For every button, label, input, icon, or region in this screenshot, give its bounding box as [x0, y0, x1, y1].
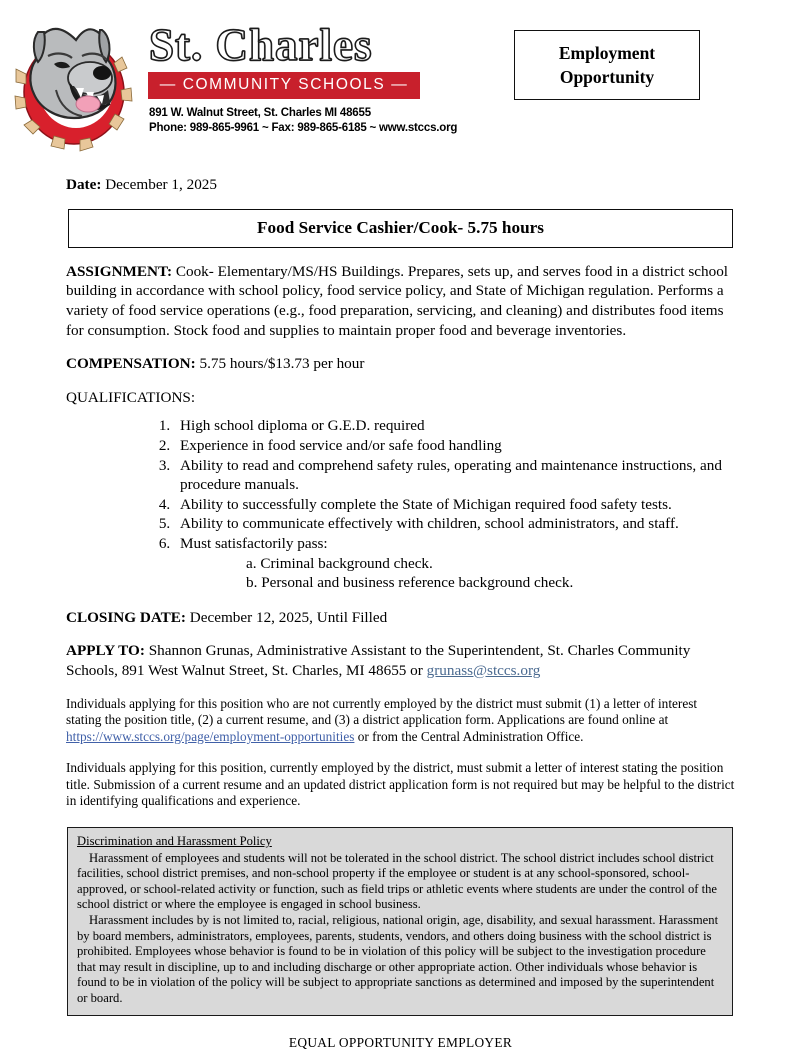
equal-opportunity-footer: EQUAL OPPORTUNITY EMPLOYER [288, 1034, 513, 1050]
badge-line-1: Employment [558, 43, 656, 63]
internal-applicant-paragraph: Individuals applying for this position, currently employed by the district, must submit a letter of interest stating the position title. Submission of a current resume and an updated district application form is not required but may be helpful to the district in identifying qualifications and experience. [66, 760, 735, 809]
district-tagline-bar: — COMMUNITY SCHOOLS — [148, 72, 420, 99]
document-body [0, 175, 791, 1052]
qualification-sublist [180, 554, 735, 593]
external-applicant-text-1: Individuals applying for this position who are not currently employed by the district must submit (1) a letter of interest stating the position title, (2) a current resume, and (3) a district application form. Applications are found online at [66, 695, 698, 728]
district-name: St. Charles [149, 20, 373, 70]
qualifications-heading: QUALIFICATIONS: [66, 388, 196, 406]
apply-to-text: Shannon Grunas, Administrative Assistant to the Superintendent, St. Charles Community Schools, 891 West Walnut Street, St. Charles, MI 48655 or [66, 642, 691, 679]
date-label: Date: [66, 176, 102, 193]
discrimination-harassment-policy-box [67, 827, 733, 1016]
badge-line-2: Opportunity [559, 67, 655, 87]
address-line-1: 891 W. Walnut Street, St. Charles MI 48655 [149, 107, 371, 119]
compensation-section [66, 354, 735, 374]
policy-paragraph-1: Harassment of employees and students will not be tolerated in the school district. The school district includes school district facilities, school district premises, and non-school property if the employee or student is at any school-sponsored, school-approved, or school-related activity or function, such as field trips or athletic events where students are under the control of the school district or where the employee is engaged in school business. [77, 850, 717, 912]
compensation-label: COMPENSATION: [66, 355, 196, 373]
assignment-section [66, 262, 735, 340]
closing-date-label: CLOSING DATE: [66, 608, 186, 626]
sub-list-item: a. Criminal background check. [246, 554, 433, 572]
list-item [174, 534, 735, 593]
posting-date [66, 175, 735, 194]
address-line-2: Phone: 989-865-9961 ~ Fax: 989-865-6185 ~ www.stccs.org [149, 121, 458, 134]
brand-text-block [147, 20, 487, 135]
letterhead-header [0, 0, 791, 158]
date-value: December 1, 2025 [101, 176, 217, 193]
external-applicant-paragraph [66, 696, 735, 746]
district-address [149, 106, 487, 135]
list-item: 2. Experience in food service and/or safe food handling [174, 436, 735, 456]
employment-opportunity-badge [514, 30, 700, 100]
apply-to-label: APPLY TO: [66, 642, 145, 660]
qualifications-list [66, 416, 735, 592]
job-title-box: Food Service Cashier/Cook- 5.75 hours [68, 209, 733, 247]
assignment-text: Cook- Elementary/MS/HS Buildings. Prepares, sets up, and serves food in a district school building in accordance with school policy, food service policy, and State of Michigan regulation. Performs a variety of food service operations (e.g., food preparation, servicing, and cleaning) and distributes food items for consumption. Stock food and supplies to maintain proper food and beverage inventories. [66, 262, 729, 339]
policy-paragraph-2: Harassment includes by is not limited to, racial, religious, national origin, age, disability, and sexual harassment. Harassment by board members, administrators, employees, parents, students, vendors, and others doing business with the school district is prohibited. Employees whose behavior is found to be in violation of this policy will be subject to the investigation procedure that may result in discipline, up to and including discharge or other appropriate action. Other individuals whose behavior is found to be in violation of the policy will be subject to appropriate sanctions as determined and imposed by the superintendent or board. [77, 913, 719, 1005]
external-applicant-text-2: or from the Central Administration Office. [354, 728, 584, 744]
apply-email-link[interactable]: grunass@stccs.org [426, 661, 541, 679]
list-item-label: Must satisfactorily pass: [180, 534, 328, 552]
apply-to-section [66, 641, 735, 680]
bulldog-mascot-icon [14, 12, 136, 152]
list-item: 4. Ability to successfully complete the State of Michigan required food safety tests. [174, 495, 735, 515]
sub-list-item: b. Personal and business reference background check. [246, 574, 574, 592]
list-item: 1. High school diploma or G.E.D. required [174, 416, 735, 436]
list-item: 3. Ability to read and comprehend safety rules, operating and maintenance instructions, and procedure manuals. [174, 456, 735, 495]
closing-date-value: December 12, 2025, Until Filled [185, 608, 388, 626]
assignment-label: ASSIGNMENT: [66, 262, 173, 280]
policy-title: Discrimination and Harassment Policy [77, 834, 272, 849]
list-item: 5. Ability to communicate effectively with children, school administrators, and staff. [174, 514, 735, 534]
compensation-text: 5.75 hours/$13.73 per hour [195, 355, 365, 373]
district-logo-block [14, 8, 484, 153]
employment-opportunities-link[interactable]: https://www.stccs.org/page/employment-opportunities [66, 728, 355, 744]
closing-date-section [66, 608, 735, 628]
